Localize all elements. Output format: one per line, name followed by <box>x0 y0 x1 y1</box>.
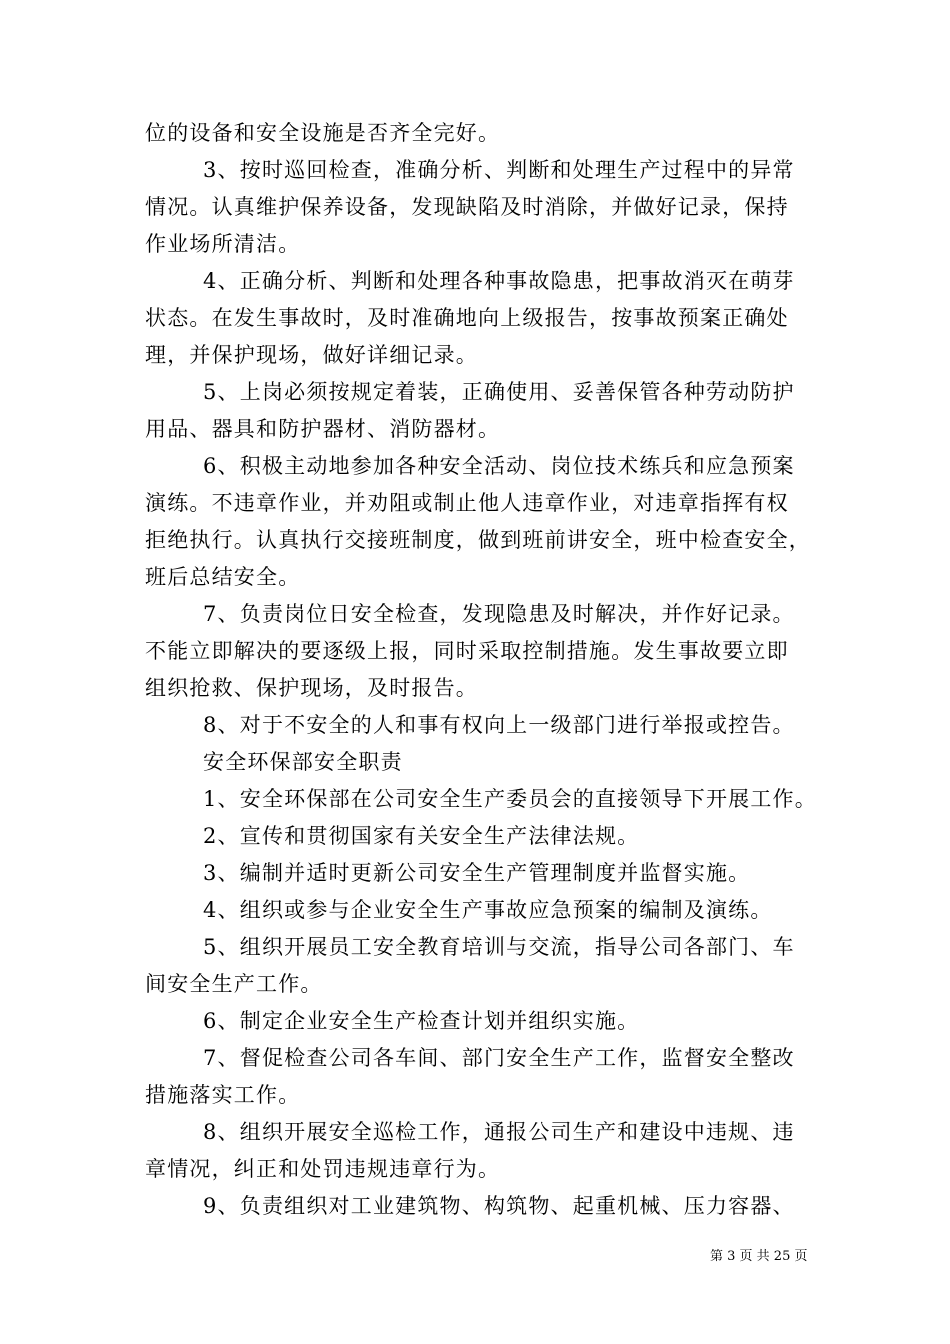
text-line: 9、负责组织对工业建筑物、构筑物、起重机械、压力容器、 <box>203 1194 795 1218</box>
text-line: 位的设备和安全设施是否齐全完好。 <box>145 121 501 145</box>
text-line: 4、组织或参与企业安全生产事故应急预案的编制及演练。 <box>203 898 773 922</box>
page-number-footer: 第 3 页 共 25 页 <box>710 1249 808 1264</box>
text-line: 情况。认真维护保养设备，发现缺陷及时消除，并做好记录，保持 <box>145 195 789 219</box>
text-line: 措施落实工作。 <box>145 1083 301 1107</box>
text-line: 4、正确分析、判断和处理各种事故隐患，把事故消灭在萌芽 <box>203 269 795 293</box>
text-line: 2、宣传和贯彻国家有关安全生产法律法规。 <box>203 824 640 848</box>
text-line: 8、对于不安全的人和事有权向上一级部门进行举报或控告。 <box>203 713 795 737</box>
text-line: 6、积极主动地参加各种安全活动、岗位技术练兵和应急预案 <box>203 454 795 478</box>
text-line: 班后总结安全。 <box>145 565 301 589</box>
text-line: 状态。在发生事故时，及时准确地向上级报告，按事故预案正确处 <box>145 306 789 330</box>
text-line: 3、按时巡回检查，准确分析、判断和处理生产过程中的异常 <box>203 158 795 182</box>
text-line: 5、上岗必须按规定着装，正确使用、妥善保管各种劳动防护 <box>203 380 795 404</box>
text-line: 5、组织开展员工安全教育培训与交流，指导公司各部门、车 <box>203 935 795 959</box>
text-line: 8、组织开展安全巡检工作，通报公司生产和建设中违规、违 <box>203 1120 795 1144</box>
text-line: 用品、器具和防护器材、消防器材。 <box>145 417 501 441</box>
text-line: 1、安全环保部在公司安全生产委员会的直接领导下开展工作。 <box>203 787 817 811</box>
text-line: 章情况，纠正和处罚违规违章行为。 <box>145 1157 501 1181</box>
text-line: 拒绝执行。认真执行交接班制度，做到班前讲安全，班中检查安全， <box>145 528 811 552</box>
text-line: 理，并保护现场，做好详细记录。 <box>145 343 478 367</box>
text-line: 7、督促检查公司各车间、部门安全生产工作，监督安全整改 <box>203 1046 795 1070</box>
text-line: 演练。不违章作业，并劝阻或制止他人违章作业，对违章指挥有权 <box>145 491 789 515</box>
text-line: 7、负责岗位日安全检查，发现隐患及时解决，并作好记录。 <box>203 602 795 626</box>
text-line: 6、制定企业安全生产检查计划并组织实施。 <box>203 1009 640 1033</box>
section-heading: 安全环保部安全职责 <box>203 750 403 774</box>
text-line: 作业场所清洁。 <box>145 232 301 256</box>
text-line: 3、编制并适时更新公司安全生产管理制度并监督实施。 <box>203 861 751 885</box>
text-line: 间安全生产工作。 <box>145 972 323 996</box>
text-line: 组织抢救、保护现场，及时报告。 <box>145 676 478 700</box>
text-line: 不能立即解决的要逐级上报，同时采取控制措施。发生事故要立即 <box>145 639 789 663</box>
